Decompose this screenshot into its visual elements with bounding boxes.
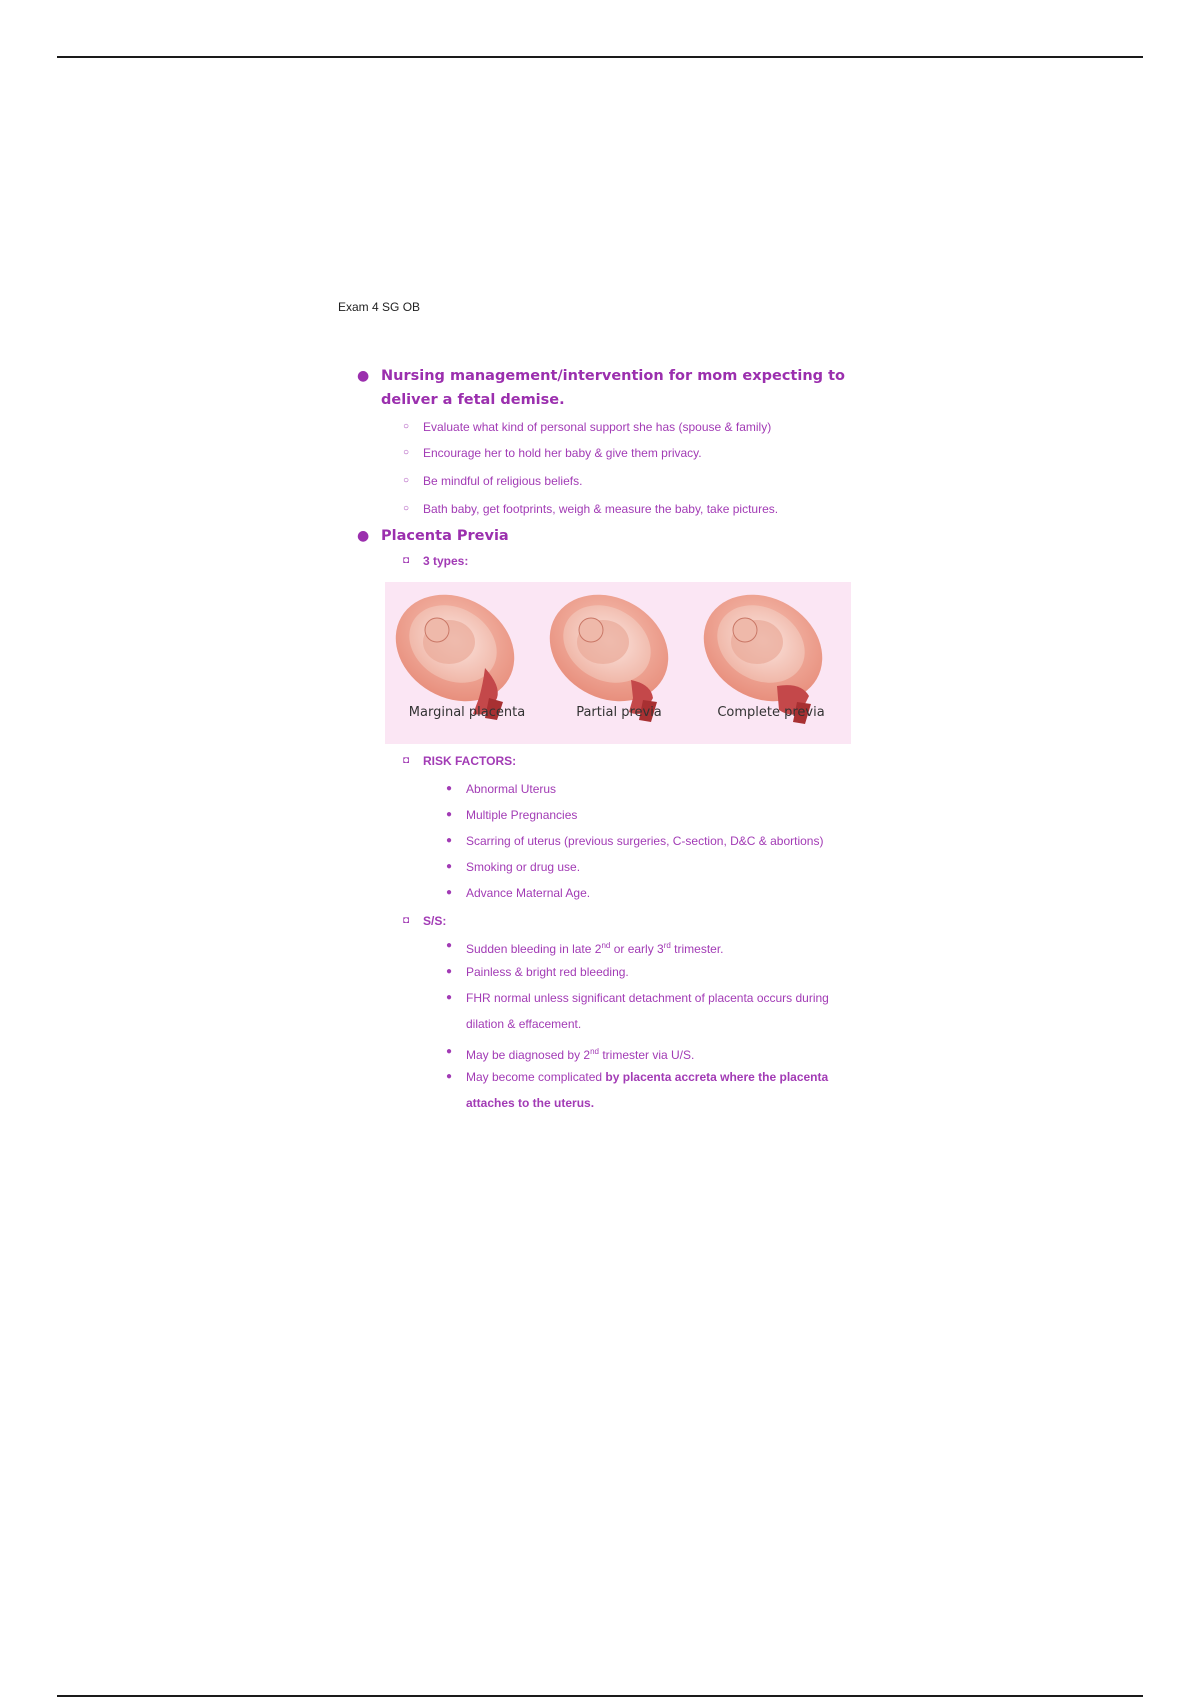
list-item: ● May be diagnosed by 2nd trimester via U/S.	[466, 1039, 866, 1068]
figure-label-partial: Partial previa	[576, 705, 662, 720]
list-item: ○ Encourage her to hold her baby & give them privacy.	[403, 446, 702, 460]
bullet-icon: ●	[446, 809, 453, 820]
square-bullet-icon: ◘	[403, 555, 410, 566]
bullet-icon: ●	[446, 1046, 453, 1057]
list-item: ● Multiple Pregnancies	[466, 802, 866, 828]
list-item: ● Sudden bleeding in late 2nd or early 3rd trimester.	[466, 933, 866, 962]
bullet-icon: ●	[446, 861, 453, 872]
bullet-icon: ●	[357, 368, 370, 384]
list-item: ○ Bath baby, get footprints, weigh & measure the baby, take pictures.	[403, 502, 779, 516]
sub-bullet-icon: ○	[403, 447, 410, 458]
list-item: ● Abnormal Uterus	[466, 776, 866, 802]
section-heading-fetal-demise: ● Nursing management/intervention for mom expecting to deliver a fetal demise.	[381, 364, 861, 412]
top-rule	[57, 56, 1143, 58]
types-label: ◘ 3 types:	[403, 554, 469, 568]
bullet-icon: ●	[446, 940, 453, 951]
list-item: ○ Evaluate what kind of personal support she has (spouse & family)	[403, 420, 772, 434]
bullet-icon: ●	[446, 835, 453, 846]
risk-factors-label: ◘ RISK FACTORS:	[403, 754, 517, 768]
list-item: ● Advance Maternal Age.	[466, 880, 866, 906]
bottom-rule	[57, 1695, 1143, 1697]
sub-bullet-icon: ○	[403, 475, 410, 486]
bullet-icon: ●	[357, 528, 370, 544]
list-item: ● Smoking or drug use.	[466, 854, 866, 880]
square-bullet-icon: ◘	[403, 755, 410, 766]
sub-bullet-icon: ○	[403, 503, 410, 514]
section-heading-placenta-previa: ● Placenta Previa	[381, 524, 861, 548]
list-item: ● Scarring of uterus (previous surgeries, C-section, D&C & abortions)	[466, 828, 866, 854]
figure-label-complete: Complete previa	[717, 705, 825, 720]
square-bullet-icon: ◘	[403, 915, 410, 926]
signs-symptoms-label: ◘ S/S:	[403, 914, 447, 928]
bullet-icon: ●	[446, 887, 453, 898]
list-item: ● FHR normal unless significant detachment of placenta occurs during dilation & effacement.	[466, 985, 866, 1037]
bullet-icon: ●	[446, 783, 453, 794]
bullet-icon: ●	[446, 966, 453, 977]
list-item: ● May become complicated by placenta accreta where the placenta attaches to the uterus.	[466, 1064, 866, 1116]
uterus-marginal-icon	[385, 582, 534, 722]
list-item: ● Painless & bright red bleeding.	[466, 959, 866, 985]
bullet-icon: ●	[446, 992, 453, 1003]
uterus-complete-icon	[684, 582, 841, 724]
figure-label-marginal: Marginal placenta	[408, 705, 526, 720]
uterus-partial-icon	[530, 582, 687, 722]
bullet-icon: ●	[446, 1071, 453, 1082]
list-item: ○ Be mindful of religious beliefs.	[403, 474, 583, 488]
placenta-previa-figure	[385, 582, 851, 744]
document-title: Exam 4 SG OB	[338, 300, 421, 314]
sub-bullet-icon: ○	[403, 421, 410, 432]
